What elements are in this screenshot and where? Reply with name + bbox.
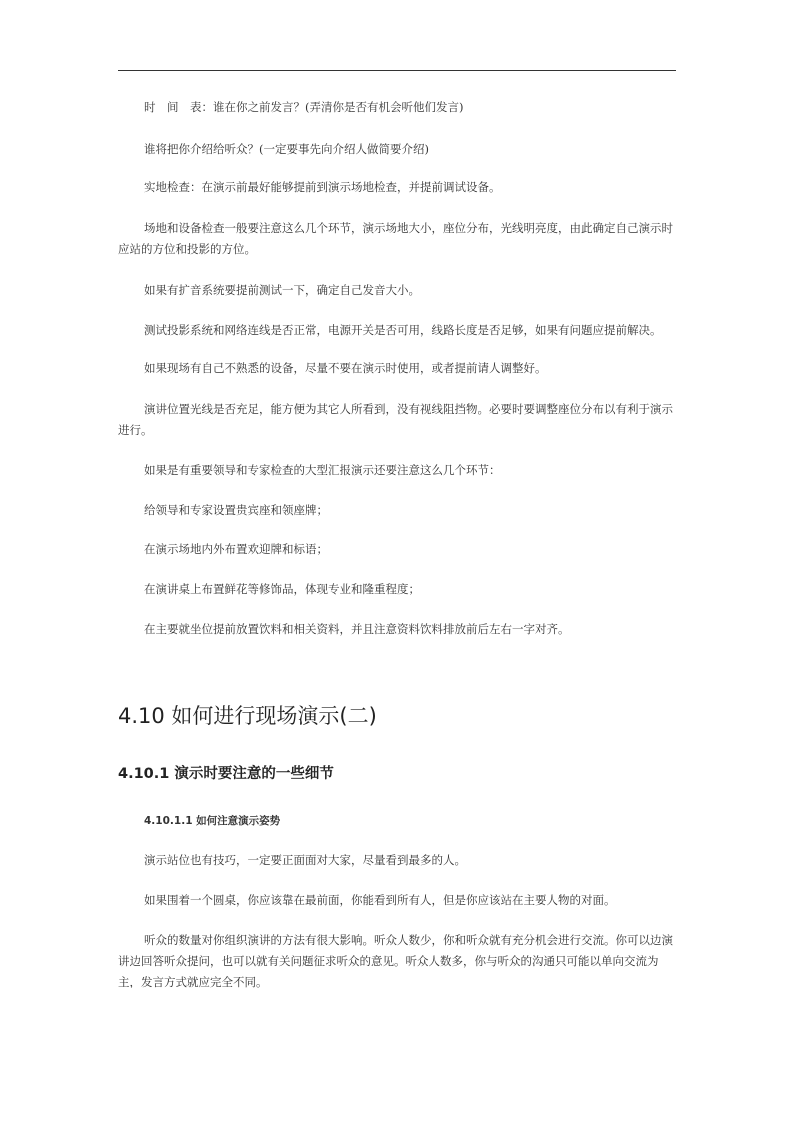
paragraph-vip-intro: 如果是有重要领导和专家检查的大型汇报演示还要注意这么几个环节： xyxy=(144,463,501,477)
paragraph-venue-equipment: 场地和设备检查一般要注意这么几个环节，演示场地大小，座位分布，光线明亮度，由此确定自己演示时应站的方位和投影的方位。 xyxy=(118,221,673,256)
paragraph-drinks-materials: 在主要就坐位提前放置饮料和相关资料，并且注意资料饮料排放前后左右一字对齐。 xyxy=(144,622,570,636)
paragraph-unfamiliar-equipment: 如果现场有自己不熟悉的设备，尽量不要在演示时使用，或者提前请人调整好。 xyxy=(144,361,547,375)
subsection-heading: 4.10.1 演示时要注意的一些细节 xyxy=(118,766,334,782)
paragraph-flowers: 在演讲桌上布置鲜花等修饰品，体现专业和隆重程度； xyxy=(144,582,420,596)
paragraph-introducer: 谁将把你介绍给听众？(一定要事先向介绍人做简要介绍) xyxy=(144,142,429,156)
paragraph-vip-seats: 给领导和专家设置贵宾座和领座牌； xyxy=(144,503,328,517)
section-heading: 4.10 如何进行现场演示(二) xyxy=(118,704,377,728)
paragraph-round-table: 如果围着一个圆桌，你应该靠在最前面，你能看到所有人，但是你应该站在主要人物的对面。 xyxy=(144,893,616,907)
paragraph-welcome-signs: 在演示场地内外布置欢迎牌和标语； xyxy=(144,542,328,556)
paragraph-stance: 演示站位也有技巧，一定要正面面对大家，尽量看到最多的人。 xyxy=(144,853,466,867)
paragraph-audience-size: 听众的数量对你组织演讲的方法有很大影响。听众人数少，你和听众就有充分机会进行交流。你可以边演讲边回答听众提问，也可以就有关问题征求听众的意见。听众人数多，你与听众的沟通只可能以单向交流为主，发言方式就应完全不同。 xyxy=(118,933,673,988)
paragraph-projector: 测试投影系统和网络连线是否正常，电源开关是否可用，线路长度是否足够，如果有问题应提前解决。 xyxy=(144,323,662,337)
paragraph-lighting: 演讲位置光线是否充足，能方便为其它人所看到，没有视线阻挡物。必要时要调整座位分布以有利于演示进行。 xyxy=(118,402,673,437)
paragraph-audio: 如果有扩音系统要提前测试一下，确定自己发音大小。 xyxy=(144,283,420,297)
paragraph-schedule: 时 间 表：谁在你之前发言？(弄清你是否有机会听他们发言) xyxy=(144,100,464,114)
paragraph-site-check: 实地检查：在演示前最好能够提前到演示场地检查，并提前调试设备。 xyxy=(144,180,501,194)
subsubsection-heading: 4.10.1.1 如何注意演示姿势 xyxy=(144,815,281,827)
